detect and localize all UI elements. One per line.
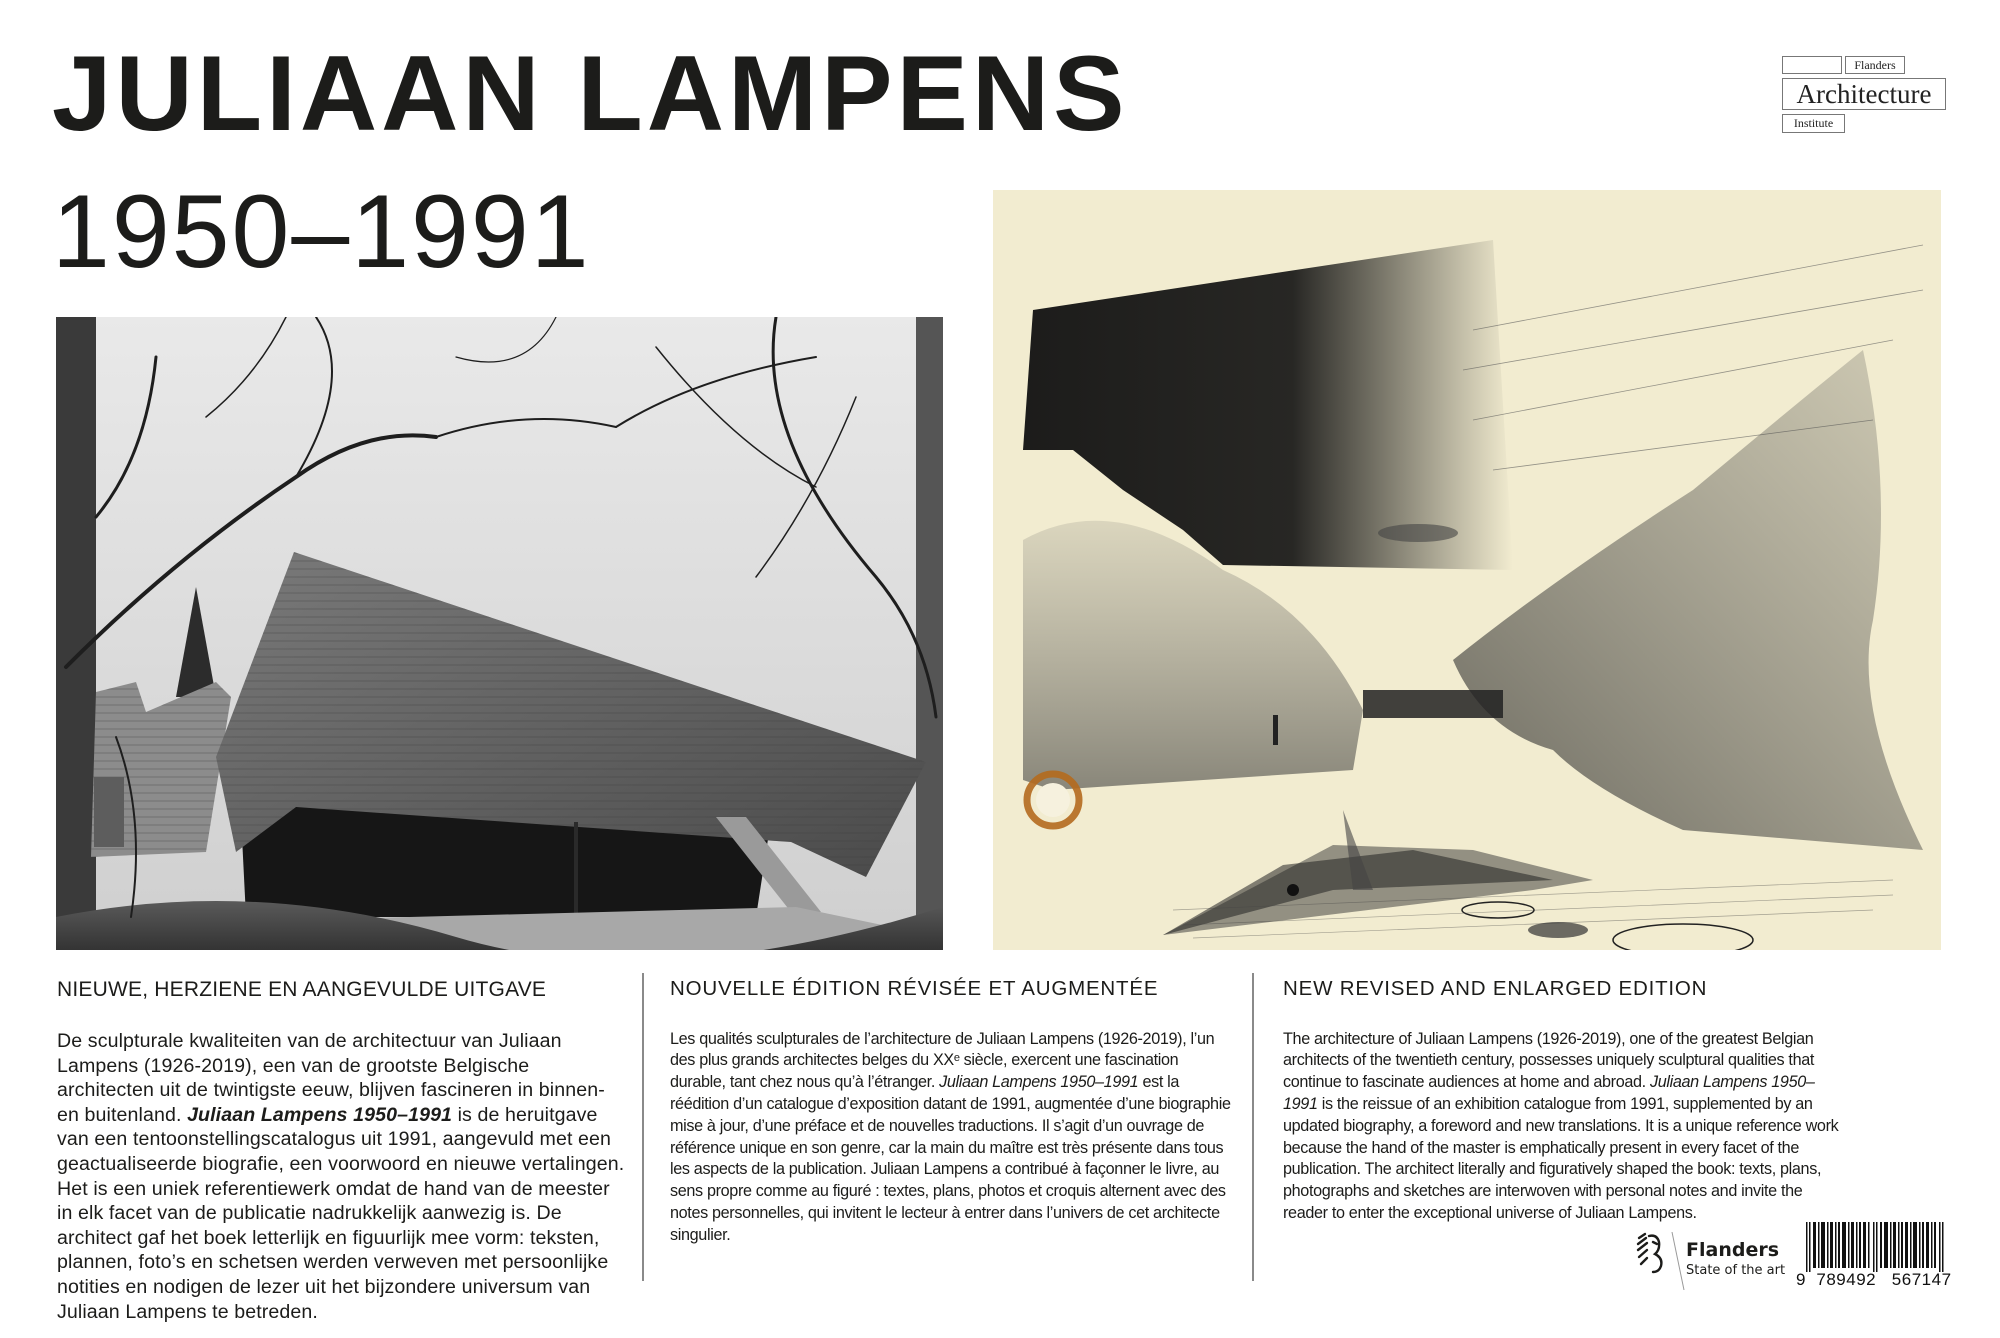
column-body — [670, 1029, 1235, 1247]
body-text: is the reissue of an exhibition catalogue from 1991, supplemented by an updated biography, a foreword and new translations. It is a unique reference work because the hand of the master is emphatically present in every facet of the publication. The architect literally and figuratively shaped the book: texts, plans, photographs and sketches are interwoven with personal notes and invite the reader to enter the exceptional universe of Juliaan Lampens. — [1283, 1094, 1839, 1222]
column-heading: NOUVELLE ÉDITION RÉVISÉE ET AUGMENTÉE — [670, 977, 1159, 1000]
body-text: is de heruitgave van een tentoonstellingscatalogus uit 1991, aangevuld met een geactualiseerde biografie, een voorwoord en nieuwe vertalingen. Het is een uniek referentiewerk omdat de hand van de meester in elk facet van de publicatie nadrukkelijk aanwezig is. De architect gaf het boek letterlijk en figuurlijk mee vorm: teksten, plannen, foto’s en schetsen werden verweven met persoonlijke notities en nodigen de lezer uit het bijzondere universum van Juliaan Lampens te betreden. — [57, 1103, 625, 1323]
logo-institute-label: Institute — [1782, 114, 1845, 133]
logo-flanders-label: Flanders — [1845, 56, 1905, 74]
column-heading: NEW REVISED AND ENLARGED EDITION — [1283, 977, 1708, 1000]
cover-title: JULIAAN LAMPENS — [52, 33, 1129, 153]
book-title: Juliaan Lampens 1950–1991 — [939, 1073, 1139, 1092]
flanders-tagline: State of the art — [1686, 1263, 1786, 1278]
book-title: Juliaan Lampens 1950–1991 — [187, 1103, 453, 1126]
isbn-barcode — [1796, 1222, 1952, 1294]
building-photo — [56, 317, 943, 950]
column-divider — [642, 973, 644, 1281]
flanders-logo — [1635, 1232, 1795, 1292]
column-body — [57, 1029, 627, 1324]
logo-architecture-label: Architecture — [1782, 78, 1946, 110]
column-heading: NIEUWE, HERZIENE EN AANGEVULDE UITGAVE — [57, 978, 547, 1001]
logo-blank-box — [1782, 56, 1842, 74]
description-column-english — [1283, 978, 1848, 1225]
logo-divider-line — [1671, 1232, 1685, 1290]
charcoal-sketch — [993, 190, 1941, 950]
flanders-architecture-institute-logo — [1782, 56, 1972, 146]
description-column-french — [670, 978, 1235, 1247]
charcoal-sketch-graphic — [993, 190, 1941, 950]
body-text: De sculpturale kwaliteiten van de architectuur van Juliaan Lampens (1926-2019), een van de grootste Belgische architecten uit de twintigste eeuw, blijven fascineren in binnen- en buitenland. — [57, 1030, 605, 1126]
body-text: Les qualités sculpturales de l’architecture de Juliaan Lampens (1926-2019), l’un des plus grands architectes belges du XXᵉ siècle, exercent une fascination durable, tant chez nous qu’à l’étranger. — [670, 1029, 1215, 1092]
barcode-digits: 9 789492 567147 — [1796, 1270, 1952, 1289]
column-body — [1283, 1029, 1848, 1225]
flanders-name: Flanders — [1686, 1239, 1780, 1261]
barcode-bars — [1806, 1222, 1946, 1272]
body-text: est la réédition d’un catalogue d’exposition datant de 1991, augmentée d’une biographie mise à jour, d’une préface et de nouvelles traductions. Il s’agit d’un ouvrage de référence unique en son genre, car la main du maître est très présente dans tous les aspects de la publication. Juliaan Lampens a contribué à façonner le livre, au sens propre comme au figuré : textes, plans, photos et croquis alternent avec des notes personnelles, qui invitent le lecteur à entrer dans l’univers de cet architecte singulier. — [670, 1073, 1231, 1244]
description-column-dutch — [57, 978, 627, 1324]
lion-icon — [1635, 1232, 1667, 1276]
cover-years: 1950–1991 — [52, 174, 591, 290]
column-divider — [1252, 973, 1254, 1281]
book-title: Juliaan Lampens 1950–1991 — [1283, 1073, 1815, 1113]
body-text: The architecture of Juliaan Lampens (1926-2019), one of the greatest Belgian architects of the twentieth century, possesses uniquely sculptural qualities that continue to fascinate audiences at home and abroad. — [1283, 1029, 1815, 1092]
building-photo-graphic — [56, 317, 943, 950]
